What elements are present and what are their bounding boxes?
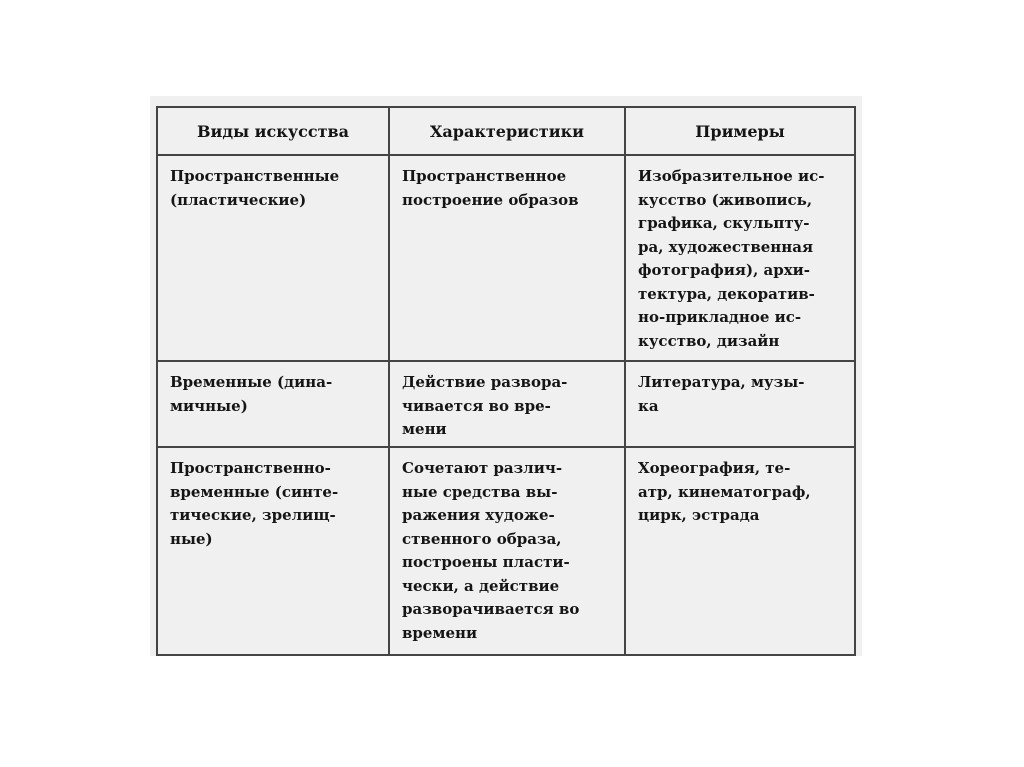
cell-examples — [625, 155, 855, 361]
cell-line: (пластические) — [170, 190, 307, 209]
cell-line: цирк, эстрада — [638, 506, 760, 524]
cell-line: ные) — [170, 529, 213, 548]
cell-line: тектура, декоратив- — [638, 284, 815, 303]
cell-line: Временные (дина- — [170, 373, 333, 391]
cell-line: ражения художе- — [402, 506, 555, 524]
cell-line: построение образов — [402, 190, 579, 209]
cell-line: временные (синте- — [170, 482, 339, 501]
table-header-row — [157, 107, 855, 155]
cell-characteristics — [389, 155, 625, 361]
cell-line: разворачивается во — [402, 600, 580, 618]
cell-line: построены пласти- — [402, 553, 570, 571]
cell-kind — [157, 361, 389, 447]
table-row — [157, 155, 855, 361]
cell-line: Изобразительное ис- — [638, 167, 825, 185]
cell-line: но-прикладное ис- — [638, 308, 802, 326]
cell-line: кусство, дизайн — [638, 331, 780, 350]
cell-line: тические, зрелищ- — [170, 506, 336, 524]
cell-kind — [157, 155, 389, 361]
cell-line: Хореография, те- — [638, 459, 791, 477]
cell-line: ные средства вы- — [402, 482, 558, 501]
cell-line: ра, художественная — [638, 237, 814, 256]
cell-line: графика, скульпту- — [638, 214, 810, 232]
cell-line: Действие развора- — [402, 373, 568, 391]
cell-examples — [625, 361, 855, 447]
cell-line: атр, кинематограф, — [638, 482, 811, 501]
cell-line: ственного образа, — [402, 529, 562, 548]
cell-line: мени — [402, 420, 447, 438]
cell-line: Пространственно- — [170, 459, 331, 477]
art-types-table — [156, 106, 856, 656]
table-row — [157, 447, 855, 655]
header-art-types: Виды искусства — [157, 107, 389, 155]
cell-line: Пространственное — [402, 167, 567, 185]
cell-line: ка — [638, 396, 659, 415]
cell-line: времени — [402, 623, 478, 642]
header-examples: Примеры — [625, 107, 855, 155]
cell-line: чески, а действие — [402, 576, 560, 595]
cell-kind — [157, 447, 389, 655]
cell-line: Пространственные — [170, 167, 340, 185]
cell-characteristics — [389, 361, 625, 447]
cell-line: чивается во вре- — [402, 396, 551, 415]
cell-line: фотография), архи- — [638, 261, 811, 279]
cell-line: кусство (живопись, — [638, 190, 813, 209]
header-characteristics: Характеристики — [389, 107, 625, 155]
cell-line: Литература, музы- — [638, 373, 805, 391]
cell-line: Сочетают различ- — [402, 459, 563, 477]
cell-examples — [625, 447, 855, 655]
cell-characteristics — [389, 447, 625, 655]
table-row — [157, 361, 855, 447]
cell-line: мичные) — [170, 396, 248, 415]
